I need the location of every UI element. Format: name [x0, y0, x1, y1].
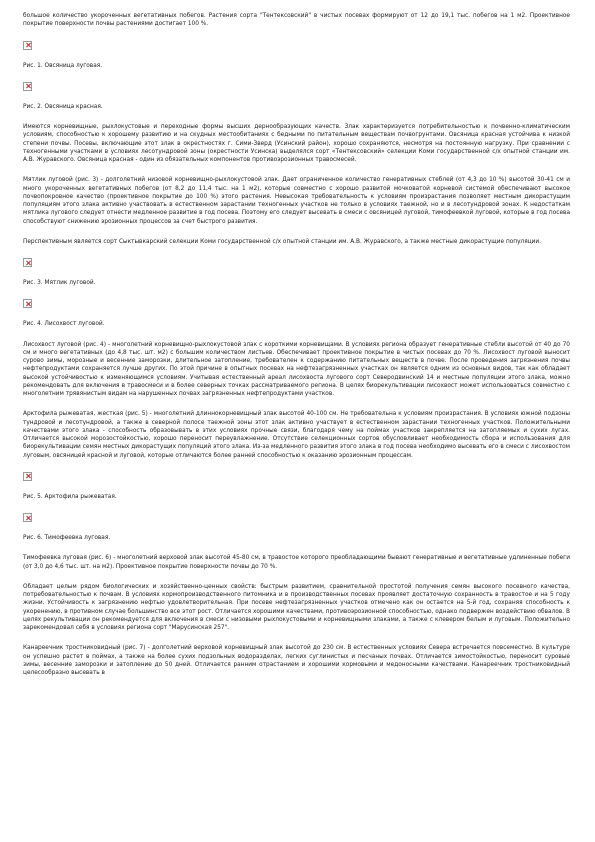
- broken-image-icon: [23, 82, 32, 91]
- figure-caption-3: Рис. 3. Мятлик луговой.: [23, 280, 96, 286]
- figure-caption-1: Рис. 1. Овсяница луговая.: [23, 62, 103, 69]
- paragraph-ovsyanitsa-krasnaya: Имеются корневищные, рыхлокустовые и переходные формы высших дернообразующих качеств. Злак характеризуется потребительностью к почвенно-климатическим условиям, способностью к хорошему развитию и на скудных местообитаниях с бедными по питательным веществам почвогрунтами. Овсяница красная устойчива к низкой степени почвы. Посевы, включающие этот злак в окрестностях г. Сими-Зверд (Усинский район), хорошо сохраняются, несмотря на постоянную нагрузку. При сравнении с техногенными участками в условиях лесотундровой зоны (окрестности Усинска) выделялся сорт «Тентексовский» селекции Коми государственной с/х опытной станции им. А.В. Журавского. Овсяница красная - один из обязательных компонентов противоэрозионных травосмесей.: [23, 124, 570, 163]
- broken-image-icon: [23, 472, 32, 481]
- figure-caption-4: Рис. 4. Лисохвост луговой.: [23, 321, 105, 328]
- figure-caption-5: Рис. 5. Арктофила рыжеватая.: [23, 493, 117, 500]
- paragraph-kanareechnik: Канареечник тростниковидный (рис. 7) - долголетний верховой корневищный злак высотой до 230 см. В естественных условиях Севера встречается повсеместно. В культуре он успешно растет в поймах, а также на более сухих подзольных водоразделах, легких суглинистых и песчаных почвах. Отличается зимостойкостью, переносит суровые зимы, весенние заморозки и затопление до 50 дней. Отличается ранним отрастанием и хорошими кормовыми и медоносными качествами. Канареечник тростниковидный целесообразно высевать в: [23, 645, 570, 676]
- paragraph-lisohvost: Лисохвост луговой (рис. 4) - многолетний корневищно-рыхлокустовой злак с короткими корневищами. В условиях региона образует генеративные стебли высотой от 40 до 70 см и много вегетативных (до 4,8 тыс. шт. м2) с большим количеством листьев. Обеспечивает проективное покрытие в чистых посевах до 70 %. Лисохвост луговой выносит сурово зимы, морозные и весенние заморозки, длительное затопление, требователен к содержанию питательных веществ в почве. После проведения загрязнения почвы нефтепродуктами сохраняется лучше других. По этой причине в опытных посевах на нефтезагрязненных участках он является одним из основных видов, так как обладает высокой устойчивостью к изменяющимся условиям. Учитывая естественный ареал лисохвоста лугового сорт Северодвинский 14 и местные популяции этого злака, можно рекомендовать для включения в травосмеси и в более северных точках рассматриваемого региона. В целях биорекультивации лисохвост может использоваться совместно с многолетним трявянистым видам на нарушенных почвах загрязненных нефтепродуктами участков.: [23, 341, 570, 397]
- figure-caption-6: Рис. 6. Тимофеевка луговая.: [23, 535, 111, 541]
- paragraph-myatlik: Мятлик луговой (рис. 3) - долголетний низовой корневищно-рыхлокустовой злак. Дает ограниченное количество генеративных стеблей (от 4,3 до 10 %) высотой 30-41 см и много укороченных вегетативных побегов (от 8,2 до 11,4 тыс. на 1 м2), которые совместно с хорошо развитой мочковатой корневой системой обеспечивают высокое почвопокровное качество (проективное покрытие до 100 %) этого растения. Невысокая требовательность к условиям произрастания позволяет местным дикорастущим популяциям этого злака активно участвовать в естественном зарастании техногенных участков не только в условиях таежной, но и в лесотундровой зонах. К недостаткам мятлика лугового следует отнести медленное развитие в год посева. Поэтому его следует высевать в смеси с овсяницей луговой, тимофеевкой луговой, которые в год посева способствуют снижению эрозионных процессов за счет быстрого развития.: [23, 177, 570, 225]
- figure-caption-2: Рис. 2. Овсяница красная.: [23, 103, 103, 110]
- paragraph-myatlik-sort: Перспективным является сорт Сыктывкарский селекции Коми государственной с/х опытной станции им. А.В. Журавского, а также местные дикорастущие популяции.: [23, 238, 542, 245]
- broken-image-icon: [23, 41, 32, 50]
- paragraph-timofeevka-2: Обладает целым рядом биологических и хозяйственно-ценных свойств: быстрым развитием, сравнительной простотой получения семян высокого посевного качества, потребовательностью к почвам. В условиях кормопроизводственного питомника и в производственных посевах проявляет достаточную сохранность в травостое и на 5 году жизни. Устойчивость к загрязнению нефтью удовлетворительная. При посеве нефтезагрязненных участков отмечено как он остается на 5-й год, сохраняя способность к укоренению, в противном случае большинство все этот рост. Отличается хорошими качествами, противоэрозионной способностью, однако подвержен воздействию обвалов. В целях рекультивации он рекомендуется для включения в смеси с низовыми рыхлокустовыми и корневищными злаками, а также с клевером белым и луговым. Положительно зарекомендовал себя в условиях региона сорт "Марусинская 257".: [23, 583, 570, 631]
- paragraph-intro: большое количество укороченных вегетативных побегов. Растения сорта "Тентексовский" в чистых посевах формируют от 12 до 19,1 тыс. побегов на 1 м2. Проективное покрытие поверхности почвы растениями достигает 100 %.: [23, 13, 570, 28]
- paragraph-timofeevka: Тимофеевка луговая (рис. 6) - многолетний верховой злак высотой 45-80 см, в травостое которого преобладающими бывают генеративные и вегетативные удлиненные побеги (от 3,0 до 4,6 тыс. шт. на м2). Проективное покрытие поверхности почвы до 70 %.: [23, 555, 570, 570]
- broken-image-icon: [23, 513, 32, 522]
- broken-image-icon: [23, 258, 32, 267]
- broken-image-icon: [23, 299, 32, 308]
- paragraph-arktofila: Арктофила рыжеватая, жесткая (рис. 5) - многолетний длиннокорневищный злак высотой 40-100 см. Не требовательна к условиям произрастания. В условиях южной подзоны тундровой и лесотундровой, а также в северной полосе таежной зоны этот злак активно участвует в естественном зарастании техногенных участков. Положительными качествами этого злака - способность образовывать в этих условиях прочные связи, благодаря чему на поймах участков закрепляется на затопляемых и сухих лугах. Отличается высокой морозостойкостью, хорошо переносит переувлажнение. Отсутствие селекционных сортов обусловливает необходимость сбора и использования для биорекультивации семян местных дикорастущих популяций этого злака. Из-за медленного развития этого злака в год посева необходимо высевать его в смеси с лисохвостом луговым, овсяницей красной и луговой, которые отличаются более ранней способностью к оказанию эрозионным процессам.: [23, 411, 570, 459]
